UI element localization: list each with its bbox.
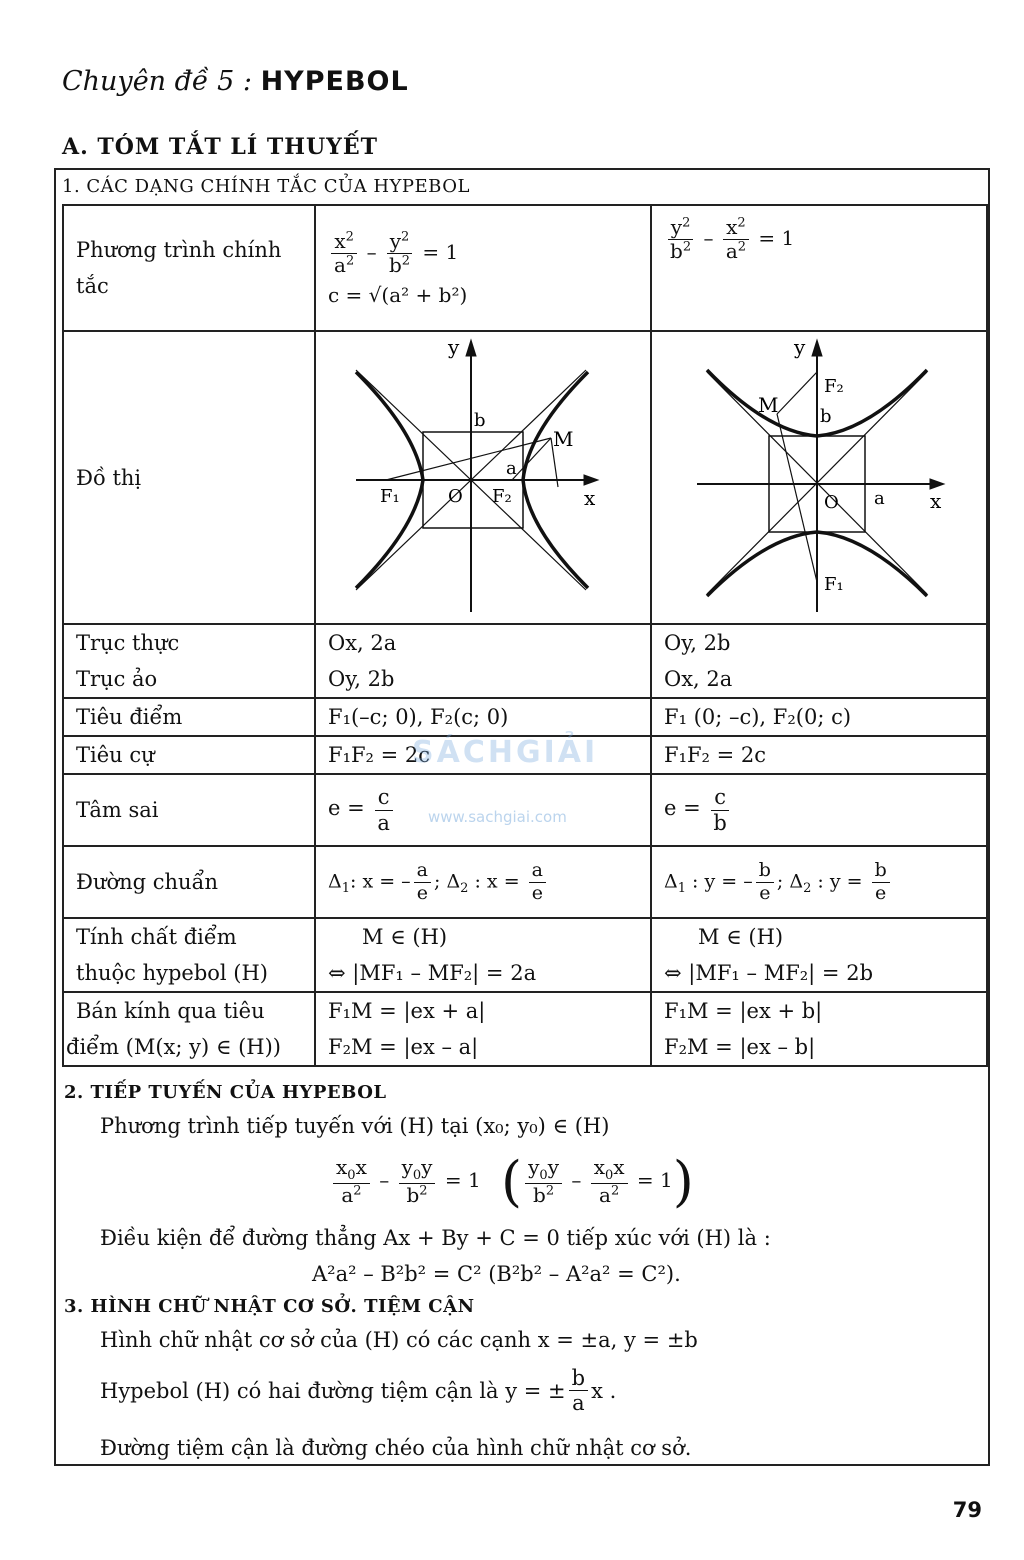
hyperbola-graph-horizontal bbox=[316, 332, 648, 618]
x-axis-arrow-icon bbox=[584, 475, 598, 485]
watermark-brand: SÁCHGIẢI bbox=[412, 735, 599, 770]
table-row bbox=[63, 624, 987, 698]
hyperbola-table bbox=[62, 204, 988, 1067]
graph-label: Đồ thị bbox=[63, 331, 315, 624]
graph1-label-b: b bbox=[474, 410, 486, 431]
rad-2-cell bbox=[651, 992, 987, 1066]
section-2-heading: 2. TIẾP TUYẾN CỦA HYPEBOL bbox=[64, 1082, 387, 1103]
table-row bbox=[63, 698, 987, 736]
dir-2: $\Delta_1$ : y = – $\frac{b}{e}$ ; $\Delta_2$ : y = $\frac{b}{e}$ bbox=[651, 846, 987, 918]
dir-label: Đường chuẩn bbox=[63, 846, 315, 918]
graph1-label-o: O bbox=[448, 486, 463, 507]
graph1-label-a: a bbox=[506, 458, 517, 479]
prop-2b: ⇔ |MF₁ – MF₂| = 2b bbox=[664, 961, 874, 985]
prop-label-cell bbox=[63, 918, 315, 992]
table-row bbox=[63, 205, 987, 331]
graph2-label-x: x bbox=[930, 489, 942, 513]
segment-mf1 bbox=[777, 414, 817, 582]
segment-mf2 bbox=[777, 372, 817, 414]
graph2-label-f2: F₂ bbox=[824, 376, 844, 397]
graph2-label-o: O bbox=[824, 492, 839, 513]
y-axis-arrow-icon bbox=[466, 340, 476, 356]
ecc-label: Tâm sai bbox=[63, 774, 315, 846]
prop-1-cell bbox=[315, 918, 651, 992]
graph2-label-b: b bbox=[820, 406, 832, 427]
focus-2: F₁ (0; –c), F₂(0; c) bbox=[651, 698, 987, 736]
prop-label-1: Tính chất điểm bbox=[76, 925, 237, 949]
prop-label-2: thuộc hypebol (H) bbox=[76, 961, 269, 985]
prop-2a: M ∈ (H) bbox=[698, 925, 784, 949]
eq-form-1: $\frac{x^2}{a^2}$ – $\frac{y^2}{b^2}$ = 1 c = √(a² + b²) bbox=[315, 205, 651, 331]
axis-imag-label: Trục ảo bbox=[76, 667, 158, 691]
prop-1a: M ∈ (H) bbox=[362, 925, 448, 949]
asymptote-line: Hypebol (H) có hai đường tiệm cận là y = ± $\frac{b}{a}$ x . bbox=[100, 1366, 617, 1416]
tangent-condition: Điều kiện để đường thẳng Ax + By + C = 0 tiếp xúc với (H) là : bbox=[100, 1226, 771, 1250]
chapter-title: HYPEBOL bbox=[260, 66, 409, 97]
focal-2: F₁F₂ = 2c bbox=[651, 736, 987, 774]
focus-1: F₁(–c; 0), F₂(c; 0) bbox=[315, 698, 651, 736]
graph1-label-y: y bbox=[448, 335, 460, 359]
axis-2-cell bbox=[651, 624, 987, 698]
section-3-heading: 3. HÌNH CHỮ NHẬT CƠ SỞ. TIỆM CẬN bbox=[64, 1296, 475, 1317]
graph1-label-f2: F₂ bbox=[492, 486, 512, 507]
ecc-1: e = $\frac{c}{a}$ bbox=[315, 774, 651, 846]
focal-label: Tiêu cự bbox=[63, 736, 315, 774]
x-axis-arrow-icon bbox=[930, 479, 944, 489]
eq-label: Phương trình chính tắc bbox=[63, 205, 315, 331]
graph2-label-m: M bbox=[758, 393, 779, 417]
base-rect-text: Hình chữ nhật cơ sở của (H) có các cạnh x = ±a, y = ±b bbox=[100, 1328, 698, 1352]
axis-label-cell bbox=[63, 624, 315, 698]
rad-2b: F₂M = |ex – b| bbox=[664, 1035, 816, 1059]
rad-label-2: điểm (M(x; y) ∈ (H)) bbox=[66, 1035, 281, 1059]
tangent-condition-formula: A²a² – B²b² = C² (B²b² – A²a² = C²). bbox=[312, 1262, 681, 1286]
table-row bbox=[63, 846, 987, 918]
graph1-label-f1: F₁ bbox=[380, 486, 400, 507]
prop-1b: ⇔ |MF₁ – MF₂| = 2a bbox=[328, 961, 537, 985]
focal-1: F₁F₂ = 2c bbox=[315, 736, 651, 774]
y-axis-arrow-icon bbox=[812, 340, 822, 356]
segment-mf2 bbox=[512, 438, 551, 480]
focus-label: Tiêu điểm bbox=[63, 698, 315, 736]
asymptote-diagonal-text: Đường tiệm cận là đường chéo của hình chữ nhật cơ sở. bbox=[100, 1436, 692, 1460]
prop-2-cell bbox=[651, 918, 987, 992]
rad-2a: F₁M = |ex + b| bbox=[664, 999, 823, 1023]
table-row bbox=[63, 331, 987, 624]
axis-imag-1: Oy, 2b bbox=[328, 667, 395, 691]
axis-real-2: Oy, 2b bbox=[664, 631, 731, 655]
watermark-url: www.sachgiai.com bbox=[428, 808, 567, 826]
graph-1-cell bbox=[315, 331, 651, 624]
graph1-label-x: x bbox=[584, 486, 596, 510]
chapter-prefix: Chuyên đề 5 : bbox=[62, 66, 252, 97]
section-a-heading: A. TÓM TẮT LÍ THUYẾT bbox=[62, 134, 379, 160]
eq-c: c = √(a² + b²) bbox=[328, 282, 468, 307]
hyperbola-graph-vertical bbox=[652, 332, 984, 618]
graph2-label-f1: F₁ bbox=[824, 574, 844, 595]
eq-form-2: $\frac{y^2}{b^2}$ – $\frac{x^2}{a^2}$ = 1 bbox=[651, 205, 987, 331]
graph2-label-a: a bbox=[874, 488, 885, 509]
rad-1-cell bbox=[315, 992, 651, 1066]
rad-label-cell bbox=[63, 992, 315, 1066]
dir-1: $\Delta_1$: x = – $\frac{a}{e}$ ; $\Delta_2$ : x = $\frac{a}{e}$ bbox=[315, 846, 651, 918]
graph2-label-y: y bbox=[794, 335, 806, 359]
rad-1a: F₁M = |ex + a| bbox=[328, 999, 486, 1023]
table-row bbox=[63, 918, 987, 992]
tangent-equation: $\frac{x_0x}{a^2}$ – $\frac{y_0y}{b^2}$ = 1 ( $\frac{y_0y}{b^2}$ – $\frac{x_0x}{a^2}$ = 1) bbox=[330, 1150, 694, 1213]
asymptote-text: Hypebol (H) có hai đường tiệm cận là y = ± bbox=[100, 1378, 566, 1403]
page-number: 79 bbox=[952, 1498, 982, 1522]
axis-real-1: Ox, 2a bbox=[328, 631, 397, 655]
axis-real-label: Trục thực bbox=[76, 631, 180, 655]
ecc-2: e = $\frac{c}{b}$ bbox=[651, 774, 987, 846]
axis-1-cell bbox=[315, 624, 651, 698]
rad-label-1: Bán kính qua tiêu bbox=[76, 999, 265, 1023]
axis-imag-2: Ox, 2a bbox=[664, 667, 733, 691]
graph1-label-m: M bbox=[553, 427, 574, 451]
table-row bbox=[63, 992, 987, 1066]
graph-2-cell bbox=[651, 331, 987, 624]
rad-1b: F₂M = |ex – a| bbox=[328, 1035, 479, 1059]
subsection-1-heading: 1. CÁC DẠNG CHÍNH TẮC CỦA HYPEBOL bbox=[62, 176, 470, 197]
chapter-heading bbox=[62, 66, 409, 97]
tangent-intro: Phương trình tiếp tuyến với (H) tại (x₀; y₀) ∈ (H) bbox=[100, 1114, 610, 1138]
